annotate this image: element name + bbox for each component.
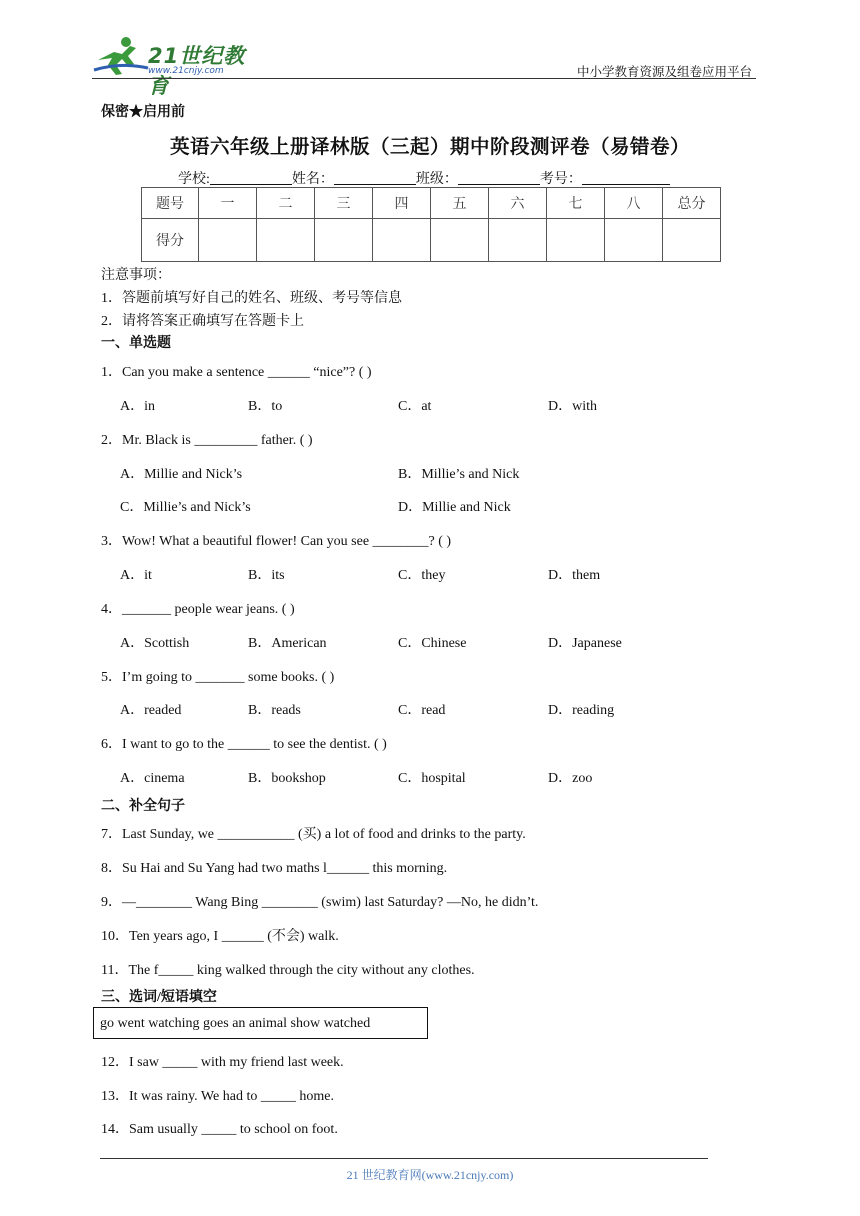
score-table <box>141 187 721 262</box>
question-10: 10．Ten years ago, I ______ (不会) walk. <box>101 929 339 944</box>
q4-option-d[interactable]: D．Japanese <box>548 636 622 651</box>
q6-option-b[interactable]: B．bookshop <box>248 771 326 786</box>
q2-option-d[interactable]: D．Millie and Nick <box>398 500 511 515</box>
q2-option-c[interactable]: C．Millie’s and Nick’s <box>120 500 251 515</box>
number-blank <box>582 170 670 185</box>
table-row <box>142 188 721 219</box>
student-info-line <box>178 168 670 188</box>
word-bank-box: go went watching goes an animal show watched <box>93 1007 428 1039</box>
question-6: 6．I want to go to the ______ to see the dentist. ( ) <box>101 737 387 752</box>
table-cell: 一 <box>199 188 257 219</box>
name-label: 姓名： <box>291 172 334 187</box>
score-input-cell[interactable] <box>663 219 721 262</box>
section-heading-complete-sentences: 二、补全句子 <box>101 799 185 814</box>
table-cell: 总分 <box>663 188 721 219</box>
question-12: 12．I saw _____ with my friend last week. <box>101 1055 344 1070</box>
table-cell: 六 <box>489 188 547 219</box>
footer-link[interactable]: 21 世纪教育网(www.21cnjy.com) <box>346 1168 514 1182</box>
question-14: 14．Sam usually _____ to school on foot. <box>101 1122 338 1137</box>
footer-divider <box>100 1158 708 1159</box>
question-7: 7．Last Sunday, we ___________ (买) a lot of food and drinks to the party. <box>101 827 526 842</box>
logo-brand-text: 21世纪教育 <box>148 44 246 98</box>
table-cell: 题号 <box>142 188 199 219</box>
question-8: 8．Su Hai and Su Yang had two maths l______ this morning. <box>101 861 448 876</box>
question-5: 5．I’m going to _______ some books. ( ) <box>101 670 335 685</box>
q6-option-d[interactable]: D．zoo <box>548 771 593 786</box>
q6-option-a[interactable]: A．cinema <box>120 771 185 786</box>
q1-option-a[interactable]: A．in <box>120 399 155 414</box>
class-label: 班级： <box>415 172 458 187</box>
name-blank <box>334 170 416 185</box>
table-cell: 七 <box>547 188 605 219</box>
question-4: 4．_______ people wear jeans. ( ) <box>101 602 295 617</box>
number-label: 考号： <box>539 172 582 187</box>
notes-heading: 注意事项： <box>101 268 171 283</box>
q3-option-b[interactable]: B．its <box>248 568 285 583</box>
q4-option-a[interactable]: A．Scottish <box>120 636 190 651</box>
q1-option-c[interactable]: C．at <box>398 399 432 414</box>
question-11: 11．The f_____ king walked through the city without any clothes. <box>101 963 475 978</box>
q1-option-d[interactable]: D．with <box>548 399 597 414</box>
table-cell: 八 <box>605 188 663 219</box>
question-3: 3．Wow! What a beautiful flower! Can you see ________? ( ) <box>101 534 452 549</box>
school-blank <box>210 170 292 185</box>
q6-option-c[interactable]: C．hospital <box>398 771 466 786</box>
question-2: 2．Mr. Black is _________ father. ( ) <box>101 433 313 448</box>
question-9: 9．—________ Wang Bing ________ (swim) last Saturday? —No, he didn’t. <box>101 895 539 910</box>
q4-option-b[interactable]: B．American <box>248 636 327 651</box>
q3-option-d[interactable]: D．them <box>548 568 601 583</box>
table-cell: 五 <box>431 188 489 219</box>
q5-option-d[interactable]: D．reading <box>548 703 615 718</box>
score-input-cell[interactable] <box>431 219 489 262</box>
q5-option-a[interactable]: A．readed <box>120 703 182 718</box>
table-cell: 二 <box>257 188 315 219</box>
q2-option-a[interactable]: A．Millie and Nick’s <box>120 467 243 482</box>
q3-option-c[interactable]: C．they <box>398 568 446 583</box>
class-blank <box>458 170 540 185</box>
logo-url-text: www.21cnjy.com <box>148 66 224 76</box>
school-label: 学校: <box>178 172 210 187</box>
score-input-cell[interactable] <box>547 219 605 262</box>
question-1: 1．Can you make a sentence ______ “nice”? ( ) <box>101 365 372 380</box>
site-logo <box>92 34 262 98</box>
q5-option-c[interactable]: C．read <box>398 703 446 718</box>
section-heading-single-choice: 一、单选题 <box>101 336 171 351</box>
q2-option-b[interactable]: B．Millie’s and Nick <box>398 467 520 482</box>
section-heading-word-fill: 三、选词/短语填空 <box>101 990 217 1005</box>
score-input-cell[interactable] <box>315 219 373 262</box>
score-input-cell[interactable] <box>605 219 663 262</box>
table-cell: 四 <box>373 188 431 219</box>
header-platform-text: 中小学教育资源及组卷应用平台 <box>576 65 752 79</box>
score-input-cell[interactable] <box>489 219 547 262</box>
q3-option-a[interactable]: A．it <box>120 568 152 583</box>
q1-option-b[interactable]: B．to <box>248 399 283 414</box>
page-title: 英语六年级上册译林版（三起）期中阶段测评卷（易错卷） <box>169 137 690 158</box>
secret-label: 保密★启用前 <box>101 105 185 120</box>
table-row <box>142 219 721 262</box>
header-divider <box>92 78 756 79</box>
table-cell: 得分 <box>142 219 199 262</box>
note-item: 1．答题前填写好自己的姓名、班级、考号等信息 <box>101 291 402 306</box>
score-input-cell[interactable] <box>257 219 315 262</box>
note-item: 2．请将答案正确填写在答题卡上 <box>101 314 304 329</box>
q5-option-b[interactable]: B．reads <box>248 703 301 718</box>
q4-option-c[interactable]: C．Chinese <box>398 636 467 651</box>
table-cell: 三 <box>315 188 373 219</box>
score-input-cell[interactable] <box>373 219 431 262</box>
question-13: 13．It was rainy. We had to _____ home. <box>101 1089 334 1104</box>
score-input-cell[interactable] <box>199 219 257 262</box>
